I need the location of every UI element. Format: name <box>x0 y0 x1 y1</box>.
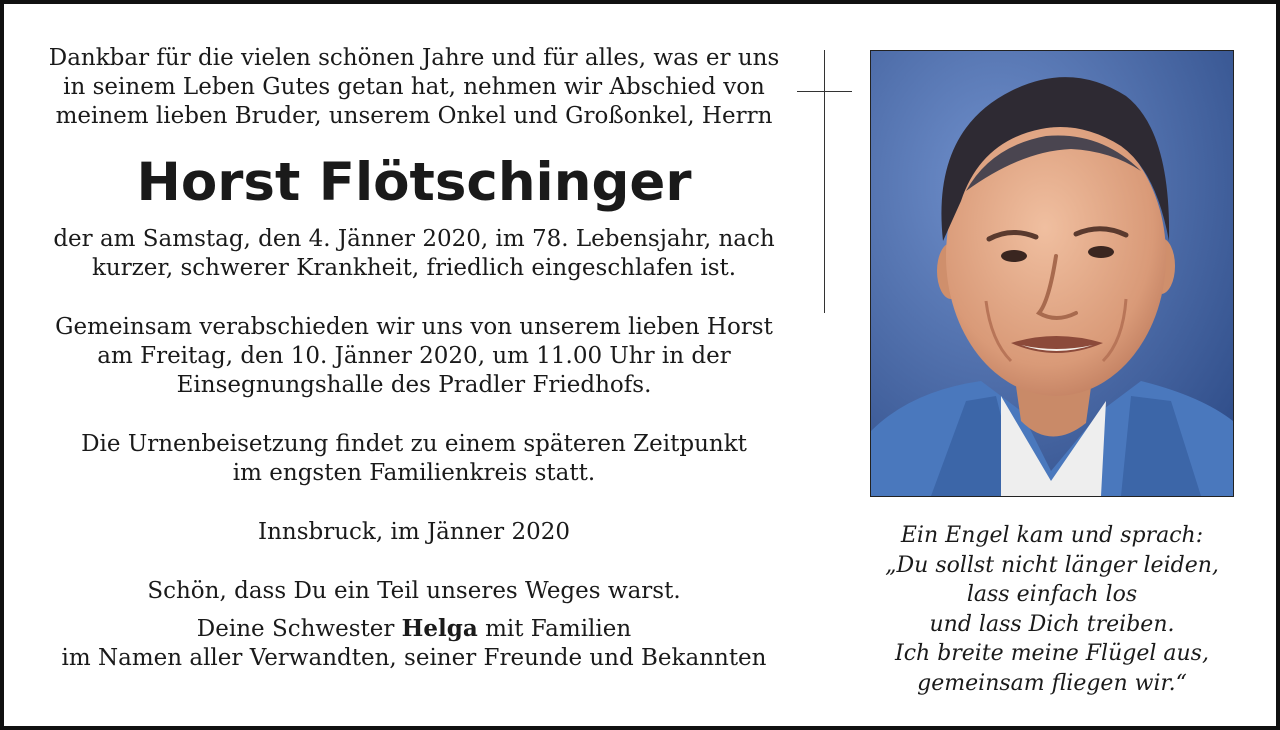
deceased-name: Horst Flötschinger <box>136 152 692 213</box>
intro-line-2: in seinem Leben Gutes getan hat, nehmen wir Abschied von <box>63 74 765 100</box>
farewell-line-2: am Freitag, den 10. Jänner 2020, um 11.00 Uhr in der <box>97 343 731 369</box>
closing-line: Schön, dass Du ein Teil unseres Weges warst. <box>147 578 681 604</box>
poem-line-6: gemeinsam fliegen wir.“ <box>917 670 1187 696</box>
signature-line-1 <box>34 614 794 644</box>
signature-prefix: Deine Schwester <box>196 616 395 642</box>
obituary-text <box>34 44 794 673</box>
poem-line-5: Ich breite meine Flügel aus, <box>895 641 1209 666</box>
place-date: Innsbruck, im Jänner 2020 <box>258 519 570 545</box>
poem-line-2: „Du sollst nicht länger leiden, <box>885 552 1219 578</box>
poem-line-4: und lass Dich treiben. <box>929 611 1175 637</box>
intro-line-1: Dankbar für die vielen schönen Jahre und für alles, was er uns <box>48 45 780 71</box>
portrait-illustration <box>871 51 1233 496</box>
intro-line-3: meinem lieben Bruder, unserem Onkel und Großonkel, Herrn <box>55 103 773 129</box>
urn-line-2: im engsten Familienkreis statt. <box>232 460 596 486</box>
portrait-photo <box>870 50 1234 497</box>
farewell-line-3: Einsegnungshalle des Pradler Friedhofs. <box>176 372 652 398</box>
signature-line-2: im Namen aller Verwandten, seiner Freunde und Bekannten <box>61 645 767 671</box>
urn-line-1: Die Urnenbeisetzung findet zu einem späteren Zeitpunkt <box>81 431 747 457</box>
death-notice-line-2: kurzer, schwerer Krankheit, friedlich eingeschlafen ist. <box>91 255 737 281</box>
signature-suffix: mit Familien <box>485 616 632 642</box>
poem-line-3: lass einfach los <box>966 582 1138 607</box>
poem-line-1: Ein Engel kam und sprach: <box>900 523 1204 548</box>
farewell-line-1: Gemeinsam verabschieden wir uns von unserem lieben Horst <box>55 314 773 340</box>
signature-name: Helga <box>401 615 478 642</box>
death-notice-line-1: der am Samstag, den 4. Jänner 2020, im 78. Lebensjahr, nach <box>53 226 775 252</box>
poem <box>870 521 1234 698</box>
cross-icon-horizontal <box>797 91 852 92</box>
cross-icon-vertical <box>824 50 825 313</box>
